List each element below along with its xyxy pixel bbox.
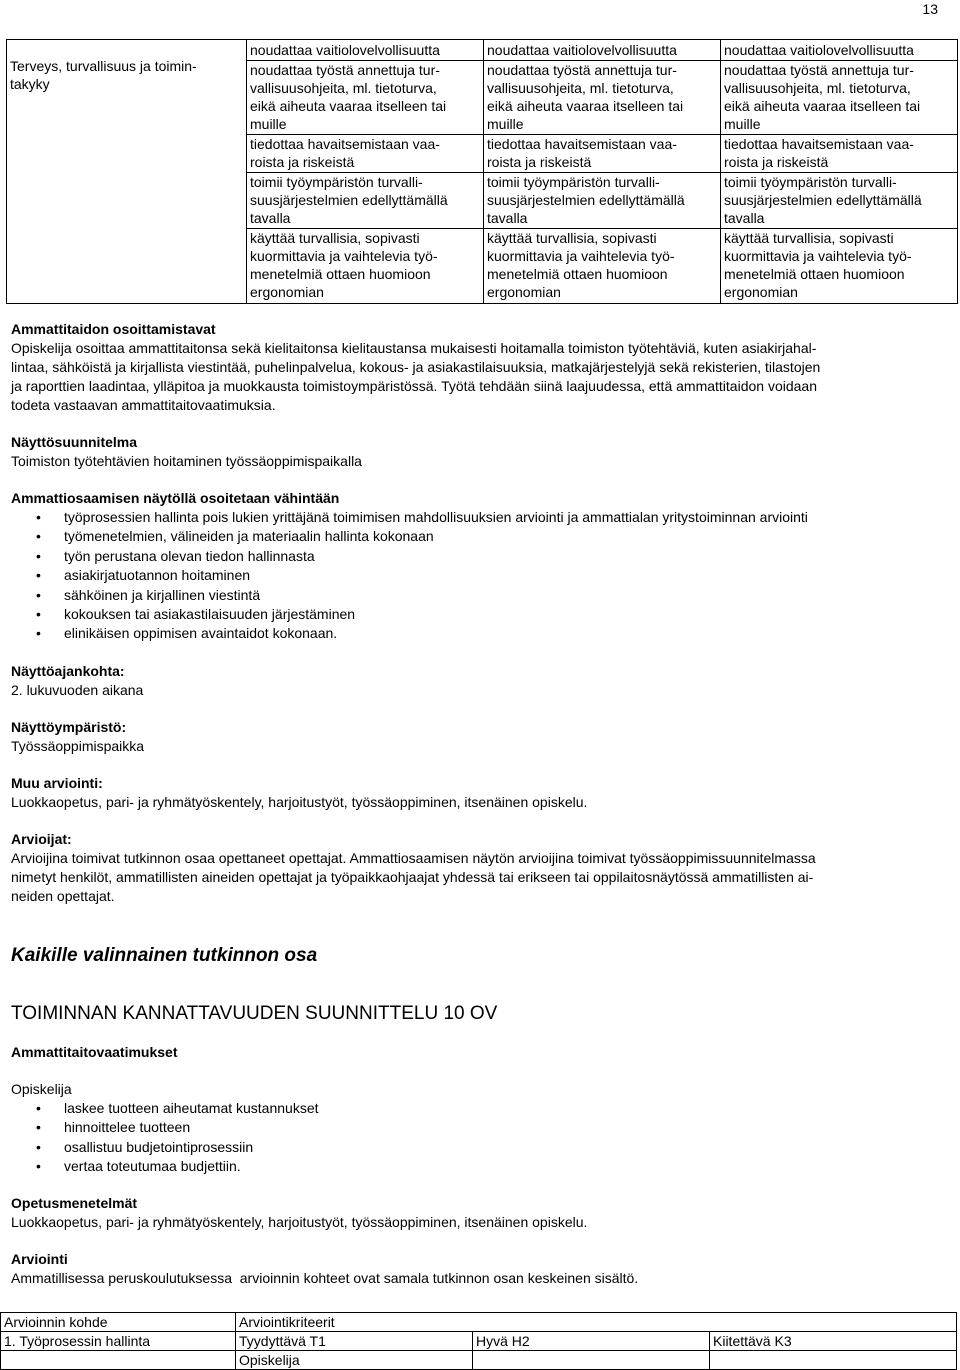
criteria-item-line: ergonomian [724, 284, 798, 300]
criteria-item [247, 41, 483, 61]
table-header-cell: Arvioinnin kohde [1, 1313, 236, 1332]
list-item: • työn perustana olevan tiedon hallinnasta [64, 547, 941, 566]
criteria-item [484, 61, 720, 135]
timing-heading: Näyttöajankohta: [11, 662, 125, 679]
assessors-line: neiden opettajat. [11, 887, 115, 904]
table-cell: Tyydyttävä T1 [236, 1332, 473, 1351]
criteria-item-line: muille [724, 116, 761, 132]
criteria-item-line: kuormittavia ja vaihtelevia työ- [250, 248, 438, 264]
evaluation-heading: Arviointi [11, 1251, 68, 1268]
requirements-heading: Ammattitaitovaatimukset [11, 1043, 178, 1060]
criteria-item-line: toimii työympäristön turvalli- [487, 174, 660, 190]
table-cell [710, 1351, 957, 1370]
criteria-table [6, 39, 958, 304]
demonstration-line: todeta vastaavan ammattitaitovaatimuksia. [11, 397, 276, 413]
requirements-list [11, 1099, 941, 1177]
criteria-item-line: muille [250, 116, 287, 132]
criteria-item-line: muille [487, 116, 524, 132]
evaluation-table [0, 1312, 957, 1370]
criteria-item-line: noudattaa työstä annettuja tur- [487, 62, 677, 78]
demonstration-line: ja raporttien laadintaa, ylläpitoa ja muokkausta toimistoympäristössä. Työtä tehdään siinä laajuudessa, että ammattitaidon voidaan [11, 378, 817, 394]
criteria-item-line: vallisuusohjeita, ml. tietoturva, [250, 80, 437, 96]
methods-text: Luokkaopetus, pari- ja ryhmätyöskentely, harjoitustyöt, työssäoppiminen, itsenäinen opiskelu. [11, 1214, 588, 1231]
criteria-item-line: noudattaa työstä annettuja tur- [250, 62, 440, 78]
evaluation-text: Ammatillisessa peruskoulutuksessa arvioinnin kohteet ovat samala tutkinnon osan keskeinen sisältö. [11, 1270, 639, 1287]
main-content [11, 320, 941, 1288]
list-item: • työprosessien hallinta pois lukien yrittäjänä toimimisen mahdollisuuksien arviointi ja ammattialan yritystoiminnan arviointi [64, 508, 941, 527]
criteria-item-line: tiedottaa havaitsemistaan vaa- [487, 136, 677, 152]
list-item: • elinikäisen oppimisen avaintaidot kokonaan. [64, 624, 941, 643]
assessors-heading: Arvioijat: [11, 830, 72, 847]
requirements-intro: Opiskelija [11, 1080, 72, 1097]
criteria-item-line: noudattaa vaitiolovelvollisuutta [724, 42, 914, 58]
criteria-item [247, 229, 483, 302]
criteria-column [721, 40, 958, 304]
table-cell: Opiskelija [236, 1351, 473, 1370]
module-title: TOIMINNAN KANNATTAVUUDEN SUUNNITTELU 10 OV [11, 1002, 498, 1024]
table-row [1, 1351, 957, 1370]
criteria-item-line: roista ja riskeistä [250, 154, 355, 170]
list-item: • vertaa toteutumaa budjettiin. [64, 1157, 941, 1176]
criteria-item-line: tiedottaa havaitsemistaan vaa- [724, 136, 914, 152]
plan-heading: Näyttösuunnitelma [11, 434, 138, 450]
criteria-item-line: eikä aiheuta vaaraa itselleen tai [724, 98, 921, 114]
optional-section-heading: Kaikille valinnainen tutkinnon osa [11, 944, 318, 966]
table-row [1, 1332, 957, 1351]
table-cell: Kiitettävä K3 [710, 1332, 957, 1351]
criteria-item-line: tavalla [724, 210, 765, 226]
page-number: 13 [922, 1, 938, 17]
criteria-item-line: toimii työympäristön turvalli- [724, 174, 897, 190]
list-item: • hinnoittelee tuotteen [64, 1118, 941, 1137]
criteria-item-line: suusjärjestelmien edellyttämällä [724, 192, 922, 208]
table-cell [473, 1351, 710, 1370]
table-cell: Hyvä H2 [473, 1332, 710, 1351]
table-header-cell [473, 1313, 710, 1332]
criteria-item-line: kuormittavia ja vaihtelevia työ- [724, 248, 912, 264]
list-item: • asiakirjatuotannon hoitaminen [64, 566, 941, 585]
criteria-item [247, 135, 483, 173]
criteria-item-line: käyttää turvallisia, sopivasti [487, 230, 657, 246]
environment-heading: Näyttöympäristö: [11, 718, 127, 735]
criteria-item-line: tavalla [487, 210, 528, 226]
criteria-item [721, 173, 957, 229]
demonstration-line: Opiskelija osoittaa ammattitaitonsa sekä kielitaitonsa kielitaustansa mukaisesti hoitamalla toimiston työtehtäviä, kuten asiakirjahal- [11, 340, 817, 356]
criteria-item-line: noudattaa vaitiolovelvollisuutta [487, 42, 677, 58]
table-cell: 1. Työprosessin hallinta [1, 1332, 236, 1351]
criteria-item-line: vallisuusohjeita, ml. tietoturva, [724, 80, 911, 96]
environment-text: Työssäoppimispaikka [11, 737, 145, 754]
table-row [1, 1313, 957, 1332]
list-item: • työmenetelmien, välineiden ja materiaalin hallinta kokonaan [64, 527, 941, 546]
criteria-item-line: eikä aiheuta vaaraa itselleen tai [487, 98, 684, 114]
criteria-item [721, 229, 957, 302]
competence-list [11, 508, 941, 644]
plan-text: Toimiston työtehtävien hoitaminen työssäoppimispaikalla [11, 453, 362, 469]
demonstration-line: lintaa, sähköistä ja kirjallista viestintää, puhelinpalvelua, kokous- ja asiakastilaisuuksia, matkajärjestelyjä sekä rekisterien, tilastojen [11, 359, 821, 375]
criteria-topic-line-1: Terveys, turvallisuus ja toimin- [10, 58, 197, 74]
criteria-item-line: vallisuusohjeita, ml. tietoturva, [487, 80, 674, 96]
criteria-item [247, 61, 483, 135]
criteria-item-line: suusjärjestelmien edellyttämällä [250, 192, 448, 208]
criteria-item-line: kuormittavia ja vaihtelevia työ- [487, 248, 675, 264]
criteria-item-line: menetelmiä ottaen huomioon [487, 266, 668, 282]
table-header-cell: Arviointikriteerit [236, 1313, 473, 1332]
assessors-line: Arvioijina toimivat tutkinnon osaa opettaneet opettajat. Ammattiosaamisen näytön arvioijina toimivat työssäoppimissuunnitelmassa [11, 849, 816, 866]
criteria-item [484, 41, 720, 61]
criteria-item [484, 229, 720, 302]
criteria-item-line: noudattaa vaitiolovelvollisuutta [250, 42, 440, 58]
criteria-item-line: roista ja riskeistä [724, 154, 829, 170]
criteria-item [721, 61, 957, 135]
table-cell [1, 1351, 236, 1370]
criteria-item-line: käyttää turvallisia, sopivasti [250, 230, 420, 246]
criteria-item-line: ergonomian [250, 284, 324, 300]
demonstration-heading: Ammattitaidon osoittamistavat [11, 321, 216, 337]
criteria-item [484, 135, 720, 173]
list-item: • sähköinen ja kirjallinen viestintä [64, 586, 941, 605]
criteria-item [247, 173, 483, 229]
criteria-item-line: roista ja riskeistä [487, 154, 592, 170]
criteria-item-line: käyttää turvallisia, sopivasti [724, 230, 894, 246]
other-assessment-text: Luokkaopetus, pari- ja ryhmätyöskentely, harjoitustyöt, työssäoppiminen, itsenäinen opiskelu. [11, 793, 588, 810]
list-item: • laskee tuotteen aiheutamat kustannukset [64, 1099, 941, 1118]
criteria-topic-line-2: takyky [10, 76, 50, 92]
criteria-item-line: tavalla [250, 210, 291, 226]
criteria-item-line: tiedottaa havaitsemistaan vaa- [250, 136, 440, 152]
other-assessment-heading: Muu arviointi: [11, 774, 103, 791]
criteria-item-line: menetelmiä ottaen huomioon [724, 266, 905, 282]
criteria-topic-cell [7, 40, 247, 304]
assessors-line: nimetyt henkilöt, ammatillisten aineiden opettajat ja työpaikkaohjaajat yhdessä tai erikseen tai oppilaitosnäytössä ammatillisten ai- [11, 868, 814, 885]
criteria-item-line: menetelmiä ottaen huomioon [250, 266, 431, 282]
criteria-item [484, 173, 720, 229]
table-header-cell [710, 1313, 957, 1332]
criteria-item-line: suusjärjestelmien edellyttämällä [487, 192, 685, 208]
criteria-column [484, 40, 721, 304]
list-item: • kokouksen tai asiakastilaisuuden järjestäminen [64, 605, 941, 624]
criteria-item [721, 135, 957, 173]
criteria-item-line: ergonomian [487, 284, 561, 300]
criteria-item-line: eikä aiheuta vaaraa itselleen tai [250, 98, 447, 114]
criteria-item-line: toimii työympäristön turvalli- [250, 174, 423, 190]
criteria-item [721, 41, 957, 61]
list-item: • osallistuu budjetointiprosessiin [64, 1138, 941, 1157]
competence-heading: Ammattiosaamisen näytöllä osoitetaan vähintään [11, 490, 340, 506]
criteria-column [247, 40, 484, 304]
criteria-item-line: noudattaa työstä annettuja tur- [724, 62, 914, 78]
methods-heading: Opetusmenetelmät [11, 1195, 138, 1212]
timing-text: 2. lukuvuoden aikana [11, 681, 144, 698]
